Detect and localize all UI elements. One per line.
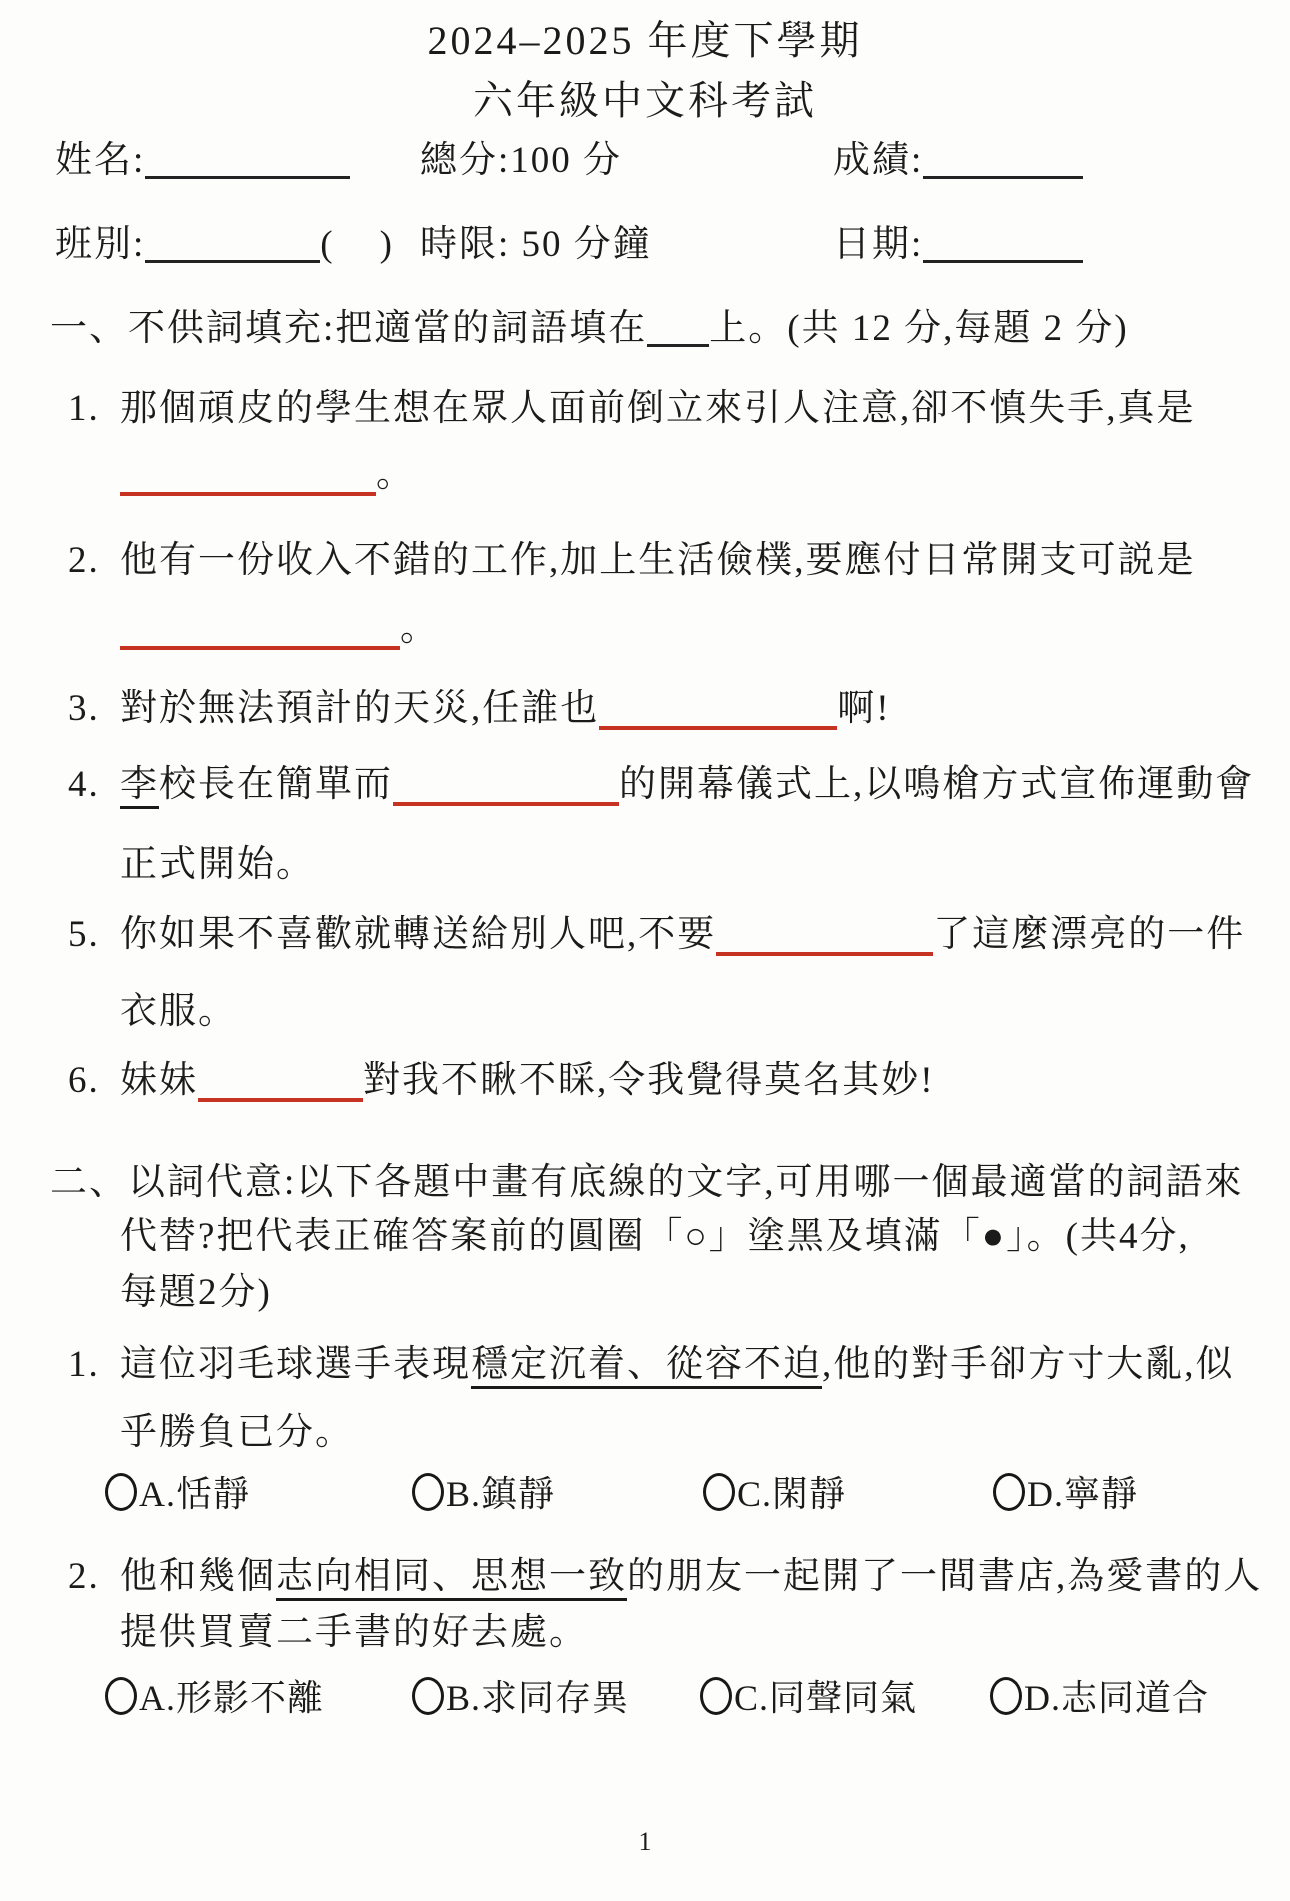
class-label: 班別: (55, 224, 146, 265)
option-label: D.寧靜 (1027, 1474, 1138, 1514)
s2-q2-pre: 他和幾個 (120, 1556, 276, 1597)
option-bubble-icon[interactable] (412, 1677, 444, 1715)
option-label: B.鎮靜 (446, 1474, 556, 1514)
s1-q1-number: 1. (68, 388, 100, 429)
score-label: 成績: (833, 140, 924, 181)
option-label: A.恬靜 (139, 1474, 250, 1514)
s1-q2-line1 (68, 538, 1196, 584)
s2-q2-option-c[interactable] (700, 1670, 917, 1721)
option-label: B.求同存異 (446, 1678, 630, 1718)
s1-q4-line1 (68, 762, 1254, 808)
name-input-line[interactable] (145, 139, 350, 179)
name-label: 姓名: (55, 140, 146, 181)
s1-q2-line2 (120, 606, 439, 652)
s2-q1-underlined-phrase: 穩定沉着、從容不迫 (471, 1344, 822, 1385)
s2-q1-option-d[interactable] (993, 1466, 1138, 1517)
option-bubble-icon[interactable] (412, 1473, 444, 1511)
date-label: 日期: (833, 224, 924, 265)
name-field (55, 138, 350, 184)
s2-q1-line1 (68, 1342, 1235, 1388)
s2-q1-post: ,他的對手卻方寸大亂,似 (822, 1344, 1235, 1385)
s1-q4-line2: 正式開始。 (120, 844, 315, 885)
s1-q3-number: 3. (68, 688, 100, 729)
option-bubble-icon[interactable] (105, 1473, 137, 1511)
option-bubble-icon[interactable] (700, 1677, 732, 1715)
s2-q1-option-c[interactable] (703, 1466, 846, 1517)
class-number-paren: ( ) (320, 224, 394, 265)
s2-q2-line1 (68, 1554, 1262, 1600)
s1-q5-line2: 衣服。 (120, 991, 237, 1032)
s1-q4-post: 的開幕儀式上,以鳴槍方式宣佈運動會 (619, 764, 1255, 805)
s2-q2-underlined-phrase: 志向相同、思想一致 (276, 1556, 627, 1597)
s2-q1-option-a[interactable] (105, 1466, 250, 1517)
s1-q3-pre: 對於無法預計的天災,任誰也 (120, 688, 600, 729)
s2-q2-option-d[interactable] (990, 1670, 1209, 1721)
s1-q5-line1 (68, 912, 1245, 958)
s2-q2-post: 的朋友一起開了一間書店,為愛書的人 (627, 1556, 1263, 1597)
s1-q6-number: 6. (68, 1060, 100, 1101)
s1-q4-underlined-char: 李 (120, 764, 159, 805)
time-limit-label: 時限: 50 分鐘 (420, 224, 652, 265)
s1-q5-number: 5. (68, 914, 100, 955)
s1-q4-pre: 校長在簡單而 (159, 764, 393, 805)
s1-q3-answer-blank[interactable] (599, 688, 837, 731)
option-bubble-icon[interactable] (703, 1473, 735, 1511)
s1-q1-text: 那個頑皮的學生想在眾人面前倒立來引人注意,卻不慎失手,真是 (120, 388, 1196, 429)
s1-q2-number: 2. (68, 540, 100, 581)
s2-q1-number: 1. (68, 1344, 100, 1385)
option-label: D.志同道合 (1024, 1678, 1209, 1718)
option-label: A.形影不離 (139, 1678, 324, 1718)
score-input-line[interactable] (923, 139, 1083, 179)
section2-heading-line2: 代替?把代表正確答案前的圓圈「○」塗黑及填滿「●」。(共4分, (120, 1216, 1190, 1257)
s2-q2-option-a[interactable] (105, 1670, 324, 1721)
s2-q2-option-b[interactable] (412, 1670, 629, 1721)
s1-q5-post: 了這麼漂亮的一件 (933, 914, 1246, 955)
s1-q3-post: 啊! (837, 688, 891, 729)
s1-q6-post: 對我不瞅不睬,令我覺得莫名其妙! (363, 1060, 935, 1101)
s1-q3-line (68, 686, 891, 732)
section2-heading-line3: 每題2分) (120, 1272, 272, 1313)
s2-q2-line2: 提供買賣二手書的好去處。 (120, 1612, 588, 1653)
option-bubble-icon[interactable] (105, 1677, 137, 1715)
s1-q1-line1 (68, 386, 1196, 432)
s1-q2-period: 。 (400, 608, 439, 649)
s1-q1-line2 (120, 452, 415, 498)
total-score-label: 總分:100 分 (420, 140, 623, 181)
section2-heading-line1: 二、以詞代意:以下各題中畫有底線的文字,可用哪一個最適當的詞語來 (50, 1162, 1244, 1203)
s2-q2-number: 2. (68, 1556, 100, 1597)
exam-title-subject: 六年級中文科考試 (473, 78, 817, 123)
section1-heading (50, 306, 1129, 352)
s2-q1-pre: 這位羽毛球選手表現 (120, 1344, 471, 1385)
s1-q6-pre: 妹妹 (120, 1060, 198, 1101)
option-label: C.同聲同氣 (734, 1678, 918, 1718)
s1-q5-pre: 你如果不喜歡就轉送給別人吧,不要 (120, 914, 717, 955)
date-input-line[interactable] (923, 223, 1083, 263)
s2-q1-option-b[interactable] (412, 1466, 555, 1517)
date-field (833, 222, 1083, 268)
section1-heading-pre: 一、不供詞填充:把適當的詞語填在 (50, 308, 648, 349)
score-field (833, 138, 1083, 184)
section1-heading-post: 上。(共 12 分,每題 2 分) (709, 308, 1129, 349)
page-number: 1 (638, 1827, 652, 1856)
s2-q1-line2: 乎勝負已分。 (120, 1412, 354, 1453)
s1-q2-answer-blank[interactable] (120, 608, 400, 651)
option-bubble-icon[interactable] (993, 1473, 1025, 1511)
s1-q6-line (68, 1058, 935, 1104)
s1-q5-answer-blank[interactable] (716, 914, 933, 957)
s1-q2-text: 他有一份收入不錯的工作,加上生活儉樸,要應付日常開支可説是 (120, 540, 1196, 581)
s1-q4-number: 4. (68, 764, 100, 805)
section1-heading-blank (647, 307, 709, 347)
s1-q4-answer-blank[interactable] (393, 764, 619, 807)
s1-q6-answer-blank[interactable] (198, 1060, 363, 1103)
option-bubble-icon[interactable] (990, 1677, 1022, 1715)
exam-title-year: 2024–2025 年度下學期 (427, 18, 863, 63)
option-label: C.閑靜 (737, 1474, 847, 1514)
class-field (55, 222, 394, 268)
class-input-line[interactable] (145, 223, 320, 263)
s1-q1-answer-blank[interactable] (120, 454, 376, 497)
s1-q1-period: 。 (376, 454, 415, 495)
